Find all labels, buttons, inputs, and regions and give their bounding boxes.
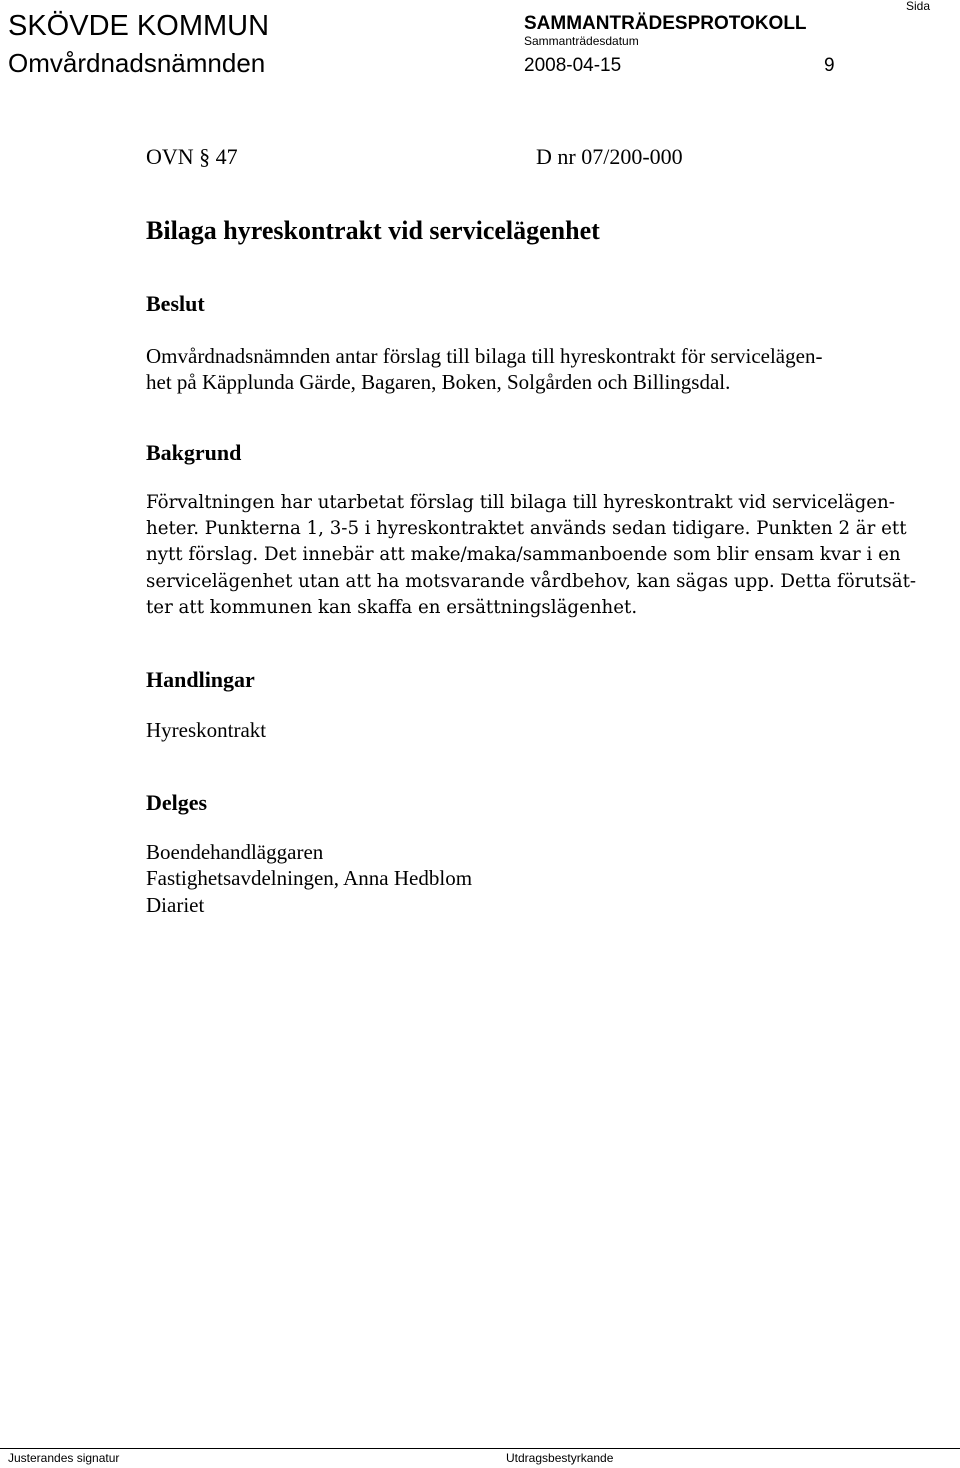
certifier-label: Utdragsbestyrkande — [506, 1451, 614, 1465]
paragraph-line: heter. Punkterna 1, 3-5 i hyreskontraktet används sedan tidigare. Punkten 2 är ett — [146, 518, 907, 540]
list-item: Fastighetsavdelningen, Anna Hedblom — [146, 866, 473, 891]
paragraph-line: Omvårdnadsnämnden antar förslag till bilaga till hyreskontrakt för servicelägen- — [146, 344, 823, 368]
list-item: Diariet — [146, 892, 205, 917]
paragraph-line: ter att kommunen kan skaffa en ersättningslägenhet. — [146, 596, 638, 618]
bakgrund-paragraph — [146, 490, 916, 621]
footer-divider — [0, 1448, 960, 1449]
protocol-title: SAMMANTRÄDESPROTOKOLL — [524, 13, 807, 34]
paragraph-line: servicelägenhet utan att ha motsvarande vårdbehov, kan sägas upp. Detta förutsät- — [146, 570, 917, 592]
beslut-heading: Beslut — [146, 291, 205, 316]
page-number: 9 — [824, 55, 835, 76]
delges-list — [146, 839, 472, 918]
meeting-date-label: Sammanträdesdatum — [524, 34, 639, 48]
committee-name: Omvårdnadsnämnden — [8, 48, 266, 78]
bakgrund-heading: Bakgrund — [146, 440, 242, 465]
beslut-paragraph — [146, 343, 822, 396]
page-label: Sida — [906, 0, 931, 13]
delges-heading: Delges — [146, 790, 208, 815]
handlingar-list — [146, 717, 266, 743]
case-number: OVN § 47 — [146, 144, 238, 169]
handlingar-heading: Handlingar — [146, 667, 255, 692]
document-title: Bilaga hyreskontrakt vid servicelägenhet — [146, 216, 600, 245]
list-item: Boendehandläggaren — [146, 840, 324, 864]
list-item: Hyreskontrakt — [146, 718, 267, 742]
meeting-date: 2008-04-15 — [524, 55, 622, 76]
municipality-name: SKÖVDE KOMMUN — [8, 10, 270, 42]
diary-number: D nr 07/200-000 — [536, 144, 683, 169]
paragraph-line: nytt förslag. Det innebär att make/maka/sammanboende som blir ensam kvar i en — [146, 544, 901, 566]
paragraph-line: het på Käpplunda Gärde, Bagaren, Boken, Solgården och Billingsdal. — [146, 370, 731, 395]
signature-label: Justerandes signatur — [8, 1451, 120, 1465]
paragraph-line: Förvaltningen har utarbetat förslag till bilaga till hyreskontrakt vid servicelägen- — [146, 492, 895, 513]
